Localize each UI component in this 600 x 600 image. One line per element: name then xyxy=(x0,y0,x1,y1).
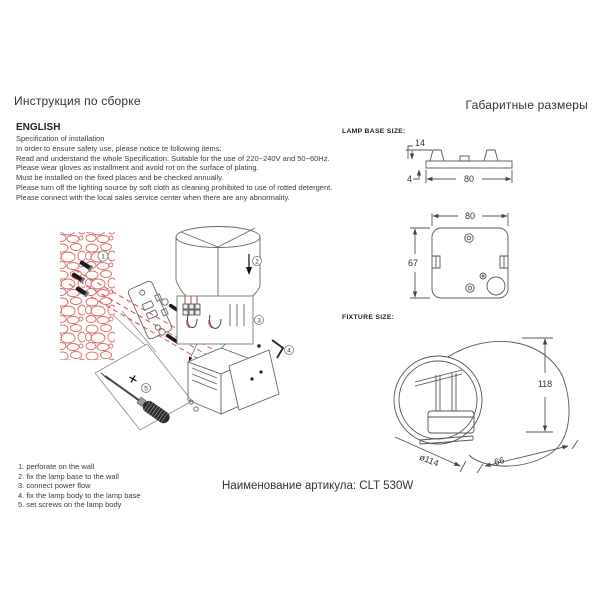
base-outline xyxy=(432,228,508,298)
dim-label-80-top: 80 xyxy=(464,211,476,221)
cross-screw-icon xyxy=(128,374,139,385)
inner-box xyxy=(428,411,474,433)
step-item: 1. perforate on the wall xyxy=(18,462,95,471)
dim-label-14: 14 xyxy=(415,138,426,148)
step-item: 3. connect power flow xyxy=(18,481,91,491)
assembly-steps-list xyxy=(18,462,141,510)
dim-label-114: ø114 xyxy=(418,451,441,469)
english-spec-block xyxy=(16,134,332,203)
spec-line: Read and understand the whole Specification. Suitable for the use of 220~240V and 50~60Hz. xyxy=(16,153,330,163)
fixture-size-label: FIXTURE SIZE: xyxy=(342,314,395,321)
clip-bump-left xyxy=(430,150,444,161)
svg-text:3: 3 xyxy=(257,317,261,325)
marker-step1 xyxy=(98,251,108,261)
lamp-base-side-view-drawing xyxy=(396,133,546,193)
screw-hole-bottom-inner xyxy=(468,286,472,290)
spec-line: Please turn off the lighting source by soft cloth as cleaning prohibited to use of rotted detergent. xyxy=(16,182,333,192)
inner-fins xyxy=(436,373,456,411)
step-item: 2. fix the lamp base to the wall xyxy=(18,471,119,481)
lamp-body-box xyxy=(188,348,279,414)
lamp-shade-cylinder xyxy=(176,227,260,308)
dim-label-118: 118 xyxy=(537,379,553,389)
wall-texture xyxy=(60,232,115,360)
set-screw-dot xyxy=(257,344,260,347)
screw-hole-bottom xyxy=(466,284,474,292)
small-hole xyxy=(480,273,486,279)
svg-text:4: 4 xyxy=(287,347,291,355)
svg-text:2: 2 xyxy=(255,258,259,266)
spec-line: Specification of installation xyxy=(16,134,105,143)
marker-step4 xyxy=(285,346,294,355)
cable-hole xyxy=(487,277,505,295)
english-heading: ENGLISH xyxy=(16,122,61,133)
fixture-front-rim xyxy=(394,356,482,444)
screw-hole-top-inner xyxy=(467,236,471,240)
spec-line: Must be installed on the fixed places and be checked annually. xyxy=(16,173,224,183)
step-item: 4. fix the lamp body to the lamp base xyxy=(18,490,141,500)
article-name: Наименование артикула: CLT 530W xyxy=(222,480,414,492)
dim-66-ticks xyxy=(477,440,578,473)
svg-text:5: 5 xyxy=(144,385,148,393)
fixture-drawing xyxy=(390,325,585,475)
dim-label-4: 4 xyxy=(407,174,413,184)
spec-line: Please connect with the local sales service center when there are any abnormality. xyxy=(16,192,290,202)
notch-left xyxy=(432,256,440,268)
marker-step2 xyxy=(253,257,262,266)
svg-text:1: 1 xyxy=(101,253,105,261)
fixture-body-silhouette xyxy=(448,341,569,466)
lamp-base-top-view-drawing xyxy=(400,206,525,306)
small-hole-dot xyxy=(482,275,484,277)
dim-label-80: 80 xyxy=(463,174,475,184)
base-plate-profile xyxy=(426,161,512,168)
spec-line: In order to ensure safety use, please notice te following items: xyxy=(16,143,222,153)
spec-line: Please wear gloves as installment and avoid rot on the surface of plating. xyxy=(16,163,259,173)
notch-right xyxy=(500,256,508,268)
hex-key xyxy=(272,340,283,358)
leader-lines xyxy=(113,311,156,352)
marker-step5 xyxy=(142,384,151,393)
dim-label-66: 66 xyxy=(493,455,506,468)
page-title-left: Инструкция по сборке xyxy=(14,94,141,108)
dim-114-tick xyxy=(460,461,466,472)
inner-chord xyxy=(415,370,462,386)
dim-leader-4 xyxy=(413,171,419,179)
assembly-diagram xyxy=(25,216,325,468)
step-item: 5. set screws on the lamp body xyxy=(18,500,122,510)
center-bump xyxy=(460,156,469,161)
fixture-inner-rim xyxy=(399,361,477,439)
dim-label-67: 67 xyxy=(407,258,419,268)
marker-step3 xyxy=(255,316,264,325)
clip-bump-right xyxy=(484,150,498,161)
screw-hole-top xyxy=(465,234,473,242)
lamp-base-size-label: LAMP BASE SIZE: xyxy=(342,128,406,135)
dim-66-right xyxy=(514,446,568,459)
page-title-right: Габаритные размеры xyxy=(465,98,588,112)
